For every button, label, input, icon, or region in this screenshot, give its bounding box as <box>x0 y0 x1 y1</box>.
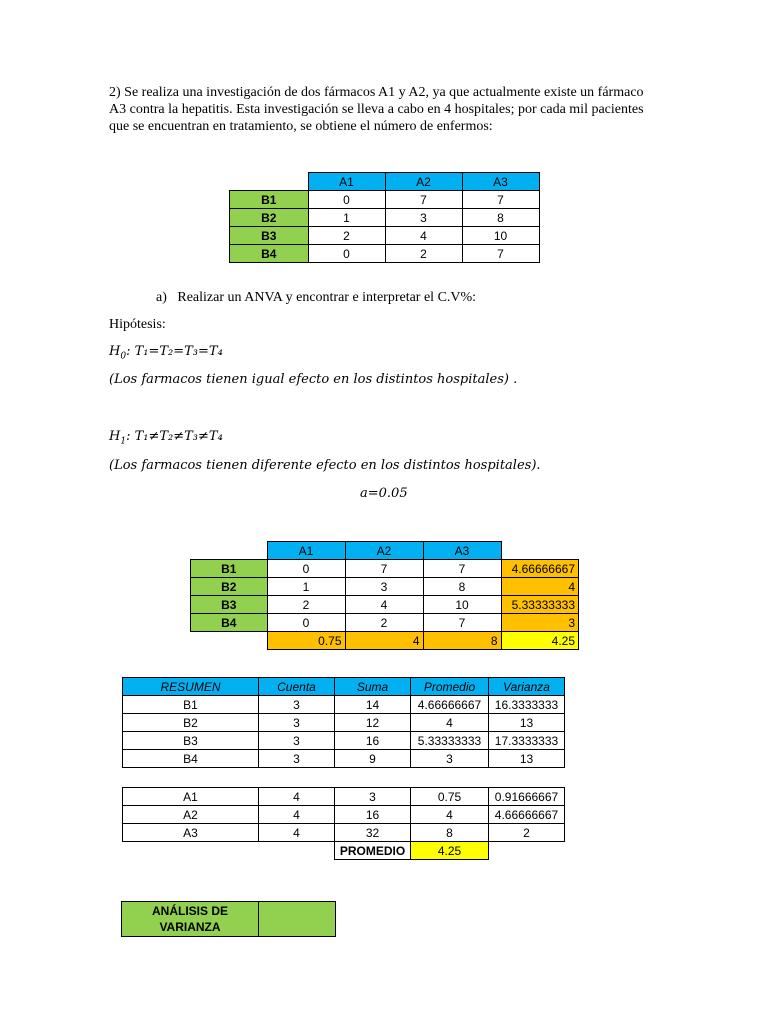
table-cell: 7 <box>345 560 423 578</box>
row-label: B3 <box>230 227 309 245</box>
table-cell: 2 <box>308 227 385 245</box>
table-cell: 4 <box>259 806 335 824</box>
intro-line-3: que se encuentran en tratamiento, se obtiene el número de enfermos: <box>109 119 493 134</box>
header-cell: RESUMEN <box>123 678 259 696</box>
anova-label-line-2: VARIANZA <box>159 920 221 934</box>
table-row <box>191 614 579 632</box>
table-row <box>230 227 540 245</box>
table-cell: A1 <box>123 788 259 806</box>
table-row <box>230 209 540 227</box>
table-cell: 1 <box>267 578 345 596</box>
table-cell: 4 <box>385 227 462 245</box>
question-a: a) Realizar un ANVA y encontrar e interpretar el C.V%: <box>156 290 477 305</box>
table-cell: 3 <box>345 578 423 596</box>
table-row <box>191 596 579 614</box>
table-header-row <box>230 173 540 191</box>
table-cell: 14 <box>335 696 411 714</box>
header-cell: Suma <box>335 678 411 696</box>
table-cell: 1 <box>308 209 385 227</box>
table-cell: 32 <box>335 824 411 842</box>
h0-desc: Los farmacos tienen igual efecto en los distintos hospitales <box>114 372 504 387</box>
table-row <box>123 788 565 806</box>
table-cell: 3 <box>335 788 411 806</box>
table-cell: 16 <box>335 732 411 750</box>
table-row <box>123 714 565 732</box>
table-cell: 7 <box>385 191 462 209</box>
h0-sub: 0 <box>120 351 127 362</box>
table-cell: 16.3333333 <box>489 696 565 714</box>
table-cell: 0 <box>267 560 345 578</box>
table-row <box>230 245 540 263</box>
table-cell: 13 <box>489 714 565 732</box>
column-average: 0.75 <box>267 632 345 650</box>
header-cell: A2 <box>345 542 423 560</box>
h0-text: : T₁=T₂=T₃=T₄ <box>126 344 223 359</box>
table-cell: A3 <box>123 824 259 842</box>
h1-desc: Los farmacos tienen diferente efecto en los distintos hospitales <box>114 458 532 473</box>
h0-description: (Los farmacos tienen igual efecto en los distintos hospitales) . <box>109 372 518 387</box>
header-cell: A2 <box>385 173 462 191</box>
table-cell: 0.91666667 <box>489 788 565 806</box>
h0-symbol: H <box>109 344 121 359</box>
table-cell: 12 <box>335 714 411 732</box>
header-cell: A1 <box>308 173 385 191</box>
table-cell: 5.33333333 <box>411 732 489 750</box>
table-cell: 8 <box>462 209 539 227</box>
table-cell: 0 <box>308 245 385 263</box>
h1-symbol: H <box>109 429 121 444</box>
row-label: B3 <box>191 596 268 614</box>
header-cell: Cuenta <box>259 678 335 696</box>
table-cell: 3 <box>259 750 335 768</box>
table-row <box>123 696 565 714</box>
table-cell: 0 <box>267 614 345 632</box>
table-cell: 0 <box>308 191 385 209</box>
table-cell: 10 <box>423 596 501 614</box>
row-label: B1 <box>230 191 309 209</box>
table-cell: 2 <box>489 824 565 842</box>
table-row <box>122 902 336 937</box>
intro-paragraph <box>109 84 669 135</box>
table-cell: 0.75 <box>411 788 489 806</box>
table-cell: B3 <box>123 732 259 750</box>
anova-label <box>122 902 259 937</box>
alpha-value: a=0.05 <box>360 486 408 501</box>
table-cell: 13 <box>489 750 565 768</box>
header-cell: A3 <box>462 173 539 191</box>
promedio-label: PROMEDIO <box>335 842 411 860</box>
table-cell: 7 <box>462 191 539 209</box>
table-cell: 7 <box>423 614 501 632</box>
row-average: 4 <box>501 578 579 596</box>
resumen-columns-table <box>122 787 565 860</box>
table-cell: 2 <box>385 245 462 263</box>
table-cell: 7 <box>462 245 539 263</box>
table-cell: 4 <box>259 788 335 806</box>
table-cell: B4 <box>123 750 259 768</box>
table-cell: 3 <box>411 750 489 768</box>
row-average: 3 <box>501 614 579 632</box>
anova-header-table <box>121 901 336 937</box>
row-label: B4 <box>230 245 309 263</box>
table-cell: 4 <box>345 596 423 614</box>
table-cell: 3 <box>259 696 335 714</box>
table-row <box>230 191 540 209</box>
table-row <box>123 806 565 824</box>
h1-sub: 1 <box>120 436 127 447</box>
table-row <box>123 732 565 750</box>
table-row <box>123 750 565 768</box>
table-cell: B1 <box>123 696 259 714</box>
table-cell: 8 <box>411 824 489 842</box>
h1-text: : T₁≠T₂≠T₃≠T₄ <box>126 429 223 444</box>
column-average: 4 <box>345 632 423 650</box>
table-cell: 9 <box>335 750 411 768</box>
promedio-row <box>123 842 565 860</box>
table-cell: 7 <box>423 560 501 578</box>
grand-average: 4.25 <box>501 632 579 650</box>
column-average: 8 <box>423 632 501 650</box>
row-label: B2 <box>191 578 268 596</box>
table-header-row <box>123 678 565 696</box>
table-header-row <box>191 542 579 560</box>
table-cell: 2 <box>267 596 345 614</box>
table-cell: 4.66666667 <box>411 696 489 714</box>
table-row <box>191 560 579 578</box>
h0-equation <box>109 344 223 362</box>
table-cell: 3 <box>385 209 462 227</box>
table-cell: 4 <box>411 714 489 732</box>
h1-description: (Los farmacos tienen diferente efecto en los distintos hospitales). <box>109 458 541 473</box>
h1-equation <box>109 429 223 447</box>
row-average: 5.33333333 <box>501 596 579 614</box>
row-label: B4 <box>191 614 268 632</box>
table-cell: 16 <box>335 806 411 824</box>
table-cell: 4.66666667 <box>489 806 565 824</box>
table-cell: 4 <box>259 824 335 842</box>
header-cell: A3 <box>423 542 501 560</box>
table-cell: 10 <box>462 227 539 245</box>
data-table <box>229 172 540 263</box>
intro-line-1: 2) Se realiza una investigación de dos fármacos A1 y A2, ya que actualmente existe un fármaco <box>109 85 644 100</box>
header-cell: A1 <box>267 542 345 560</box>
column-averages-row <box>191 632 579 650</box>
intro-line-2: A3 contra la hepatitis. Esta investigación se lleva a cabo en 4 hospitales; por cada mil pacientes <box>109 102 644 117</box>
promedio-value: 4.25 <box>411 842 489 860</box>
table-cell: B2 <box>123 714 259 732</box>
table-cell: A2 <box>123 806 259 824</box>
table-cell: 4 <box>411 806 489 824</box>
row-label: B2 <box>230 209 309 227</box>
averages-table <box>190 541 579 650</box>
table-row <box>191 578 579 596</box>
table-cell: 3 <box>259 732 335 750</box>
table-cell: 17.3333333 <box>489 732 565 750</box>
table-cell: 3 <box>259 714 335 732</box>
resumen-table <box>122 677 565 768</box>
row-average: 4.66666667 <box>501 560 579 578</box>
row-label: B1 <box>191 560 268 578</box>
table-cell: 8 <box>423 578 501 596</box>
anova-label-line-1: ANÁLISIS DE <box>151 904 228 918</box>
header-cell: Promedio <box>411 678 489 696</box>
anova-empty-cell <box>259 902 336 937</box>
hipotesis-label: Hipótesis: <box>109 317 166 332</box>
header-cell: Varianza <box>489 678 565 696</box>
table-cell: 2 <box>345 614 423 632</box>
table-row <box>123 824 565 842</box>
